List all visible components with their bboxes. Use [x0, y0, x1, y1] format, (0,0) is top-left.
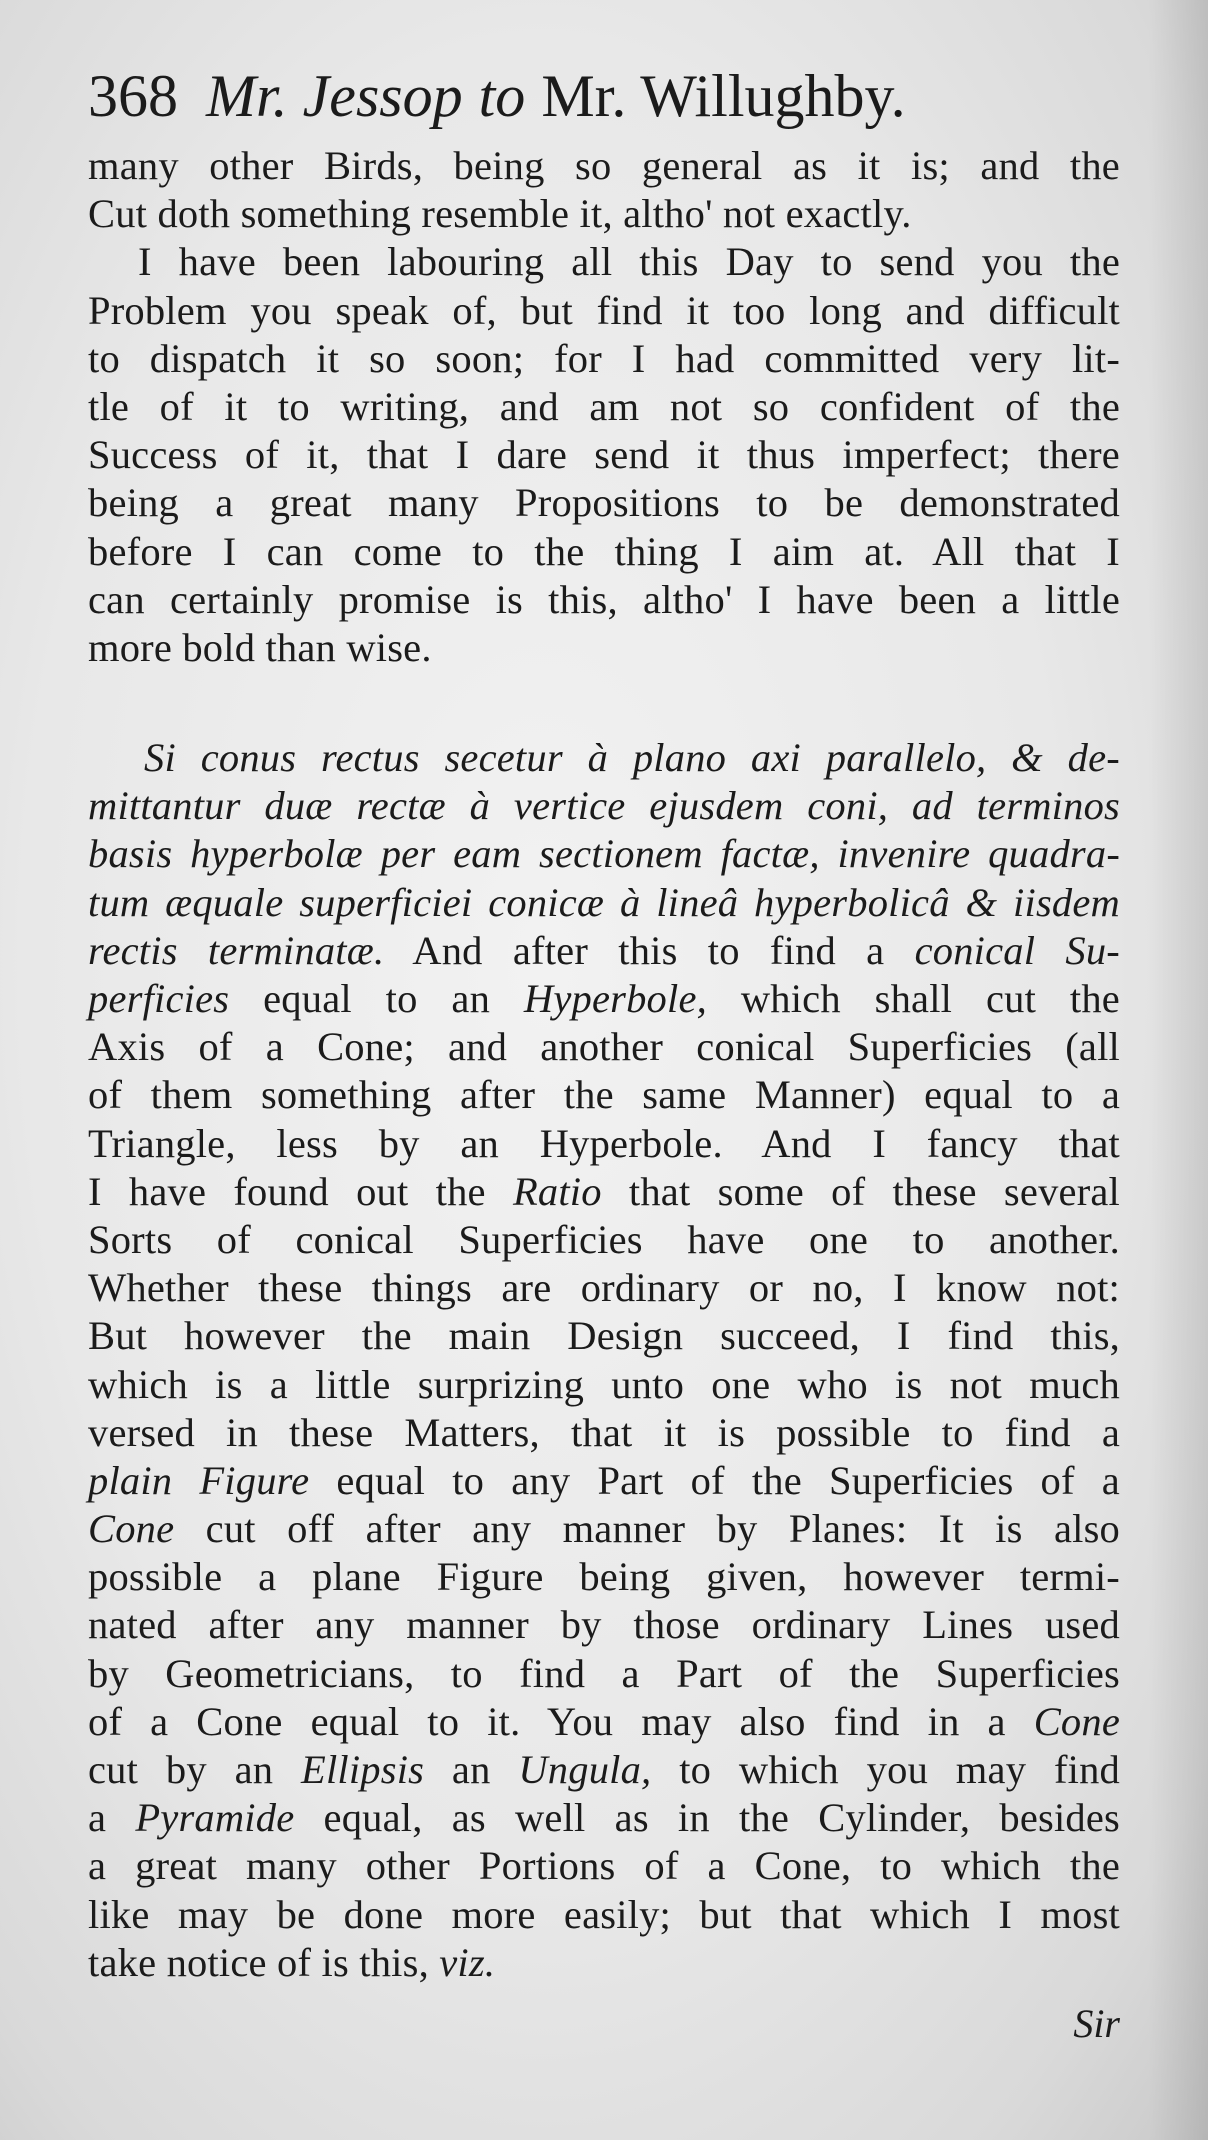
text-run: which shall cut the	[706, 976, 1120, 1021]
italic-term: Cone	[88, 1506, 175, 1552]
text-line: to dispatch it so soon; for I had committed very lit-	[88, 335, 1120, 381]
text-run: equal to an	[229, 976, 524, 1021]
text-run: cut by an	[88, 1747, 301, 1792]
text-line: Axis of a Cone; and another conical Superficies (all	[88, 1024, 1120, 1070]
italic-term: conical Su-	[914, 927, 1120, 973]
text-line: Triangle, less by an Hyperbole. And I fancy that	[88, 1120, 1120, 1166]
italic-term: Pyramide	[135, 1795, 295, 1841]
text-line: of them something after the same Manner) equal to a	[88, 1072, 1120, 1118]
text-line: many other Birds, being so general as it is; and the	[88, 143, 1120, 188]
text-line: But however the main Design succeed, I find this,	[88, 1313, 1120, 1359]
text-line	[88, 1698, 1120, 1746]
text-run: that some of these several	[601, 1168, 1121, 1214]
text-line: versed in these Matters, that it is possible to find a	[88, 1409, 1120, 1455]
text-line	[88, 975, 1120, 1023]
text-line	[88, 1168, 1120, 1216]
text-line	[88, 927, 1120, 975]
text-line: Sorts of conical Superficies have one to another.	[88, 1216, 1120, 1262]
italic-term: Hyperbole,	[523, 976, 707, 1021]
text-line: Problem you speak of, but find it too long and difficult	[88, 287, 1120, 333]
text-line: nated after any manner by those ordinary Lines used	[88, 1602, 1120, 1648]
header-recipient: Mr. Willughby.	[541, 63, 906, 129]
text-line: can certainly promise is this, altho' I have been a little	[88, 576, 1120, 622]
text-run: equal, as well as in the Cylinder, besides	[294, 1795, 1120, 1841]
header-author: Mr. Jessop	[206, 63, 463, 129]
page-text	[88, 56, 1120, 1987]
italic-term: plain Figure	[88, 1457, 310, 1503]
text-line: more bold than wise.	[88, 624, 432, 670]
italic-term: viz.	[439, 1939, 496, 1985]
text-line	[88, 1939, 1120, 1987]
italic-term: Cone	[1033, 1698, 1120, 1744]
text-line: before I can come to the thing I aim at. All that I	[88, 528, 1120, 574]
text-line: like may be done more easily; but that which I most	[88, 1891, 1120, 1937]
text-run: And after this to find a	[384, 927, 915, 973]
catchword: Sir	[1073, 2001, 1120, 2046]
text-line: Success of it, that I dare send it thus imperfect; there	[88, 432, 1120, 478]
text-run: a	[88, 1795, 136, 1841]
text-run: of a Cone equal to it. You may also find in a	[88, 1698, 1034, 1744]
latin-text: tum æquale superficiei conicæ à lineâ hyperbolicâ & iisdem	[88, 879, 1120, 925]
text-line: Cut doth something resemble it, altho' not exactly.	[88, 191, 912, 237]
header-to: to	[478, 63, 526, 129]
italic-term: Ratio	[512, 1168, 602, 1214]
text-run: equal to any Part of the Superficies of a	[309, 1457, 1120, 1503]
text-line: which is a little surprizing unto one who is not much	[88, 1361, 1120, 1407]
latin-line	[88, 734, 1120, 782]
italic-term: perficies	[88, 976, 230, 1021]
latin-text: basis hyperbolæ per eam sectionem factæ, invenire quadra-	[88, 831, 1120, 877]
latin-text: Si conus rectus secetur à plano axi parallelo, & de-	[144, 735, 1120, 781]
page-edge-shadow	[1148, 0, 1208, 2140]
text-line	[88, 1746, 1120, 1794]
latin-line	[88, 830, 1120, 878]
latin-line	[88, 782, 1120, 830]
text-line: possible a plane Figure being given, however termi-	[88, 1554, 1120, 1600]
paragraph-gap	[88, 672, 1120, 734]
text-run: to which you may find	[651, 1747, 1120, 1792]
page-number: 368	[88, 63, 178, 129]
text-line	[88, 1505, 1120, 1553]
text-run: cut off after any manner by Planes: It is also	[174, 1506, 1120, 1552]
text-line: tle of it to writing, and am not so confident of the	[88, 383, 1120, 429]
text-line	[88, 1457, 1120, 1505]
italic-term: Ungula,	[518, 1747, 652, 1792]
latin-line	[88, 879, 1120, 927]
text-line: I have been labouring all this Day to send you the	[138, 239, 1120, 285]
running-header	[88, 56, 1120, 136]
text-run: I have found out the	[88, 1168, 513, 1214]
text-line: by Geometricians, to find a Part of the Superficies	[88, 1650, 1120, 1696]
latin-text: rectis terminatæ.	[88, 927, 385, 973]
text-run: an	[424, 1747, 519, 1792]
italic-term: Ellipsis	[301, 1747, 425, 1792]
latin-text: mittantur duæ rectæ à vertice ejusdem coni, ad terminos	[88, 783, 1120, 829]
text-line: Whether these things are ordinary or no, I know not:	[88, 1265, 1120, 1311]
text-line	[88, 1794, 1120, 1842]
text-line: a great many other Portions of a Cone, to which the	[88, 1843, 1120, 1889]
text-line: being a great many Propositions to be demonstrated	[88, 480, 1120, 526]
text-run: take notice of is this,	[88, 1939, 440, 1985]
